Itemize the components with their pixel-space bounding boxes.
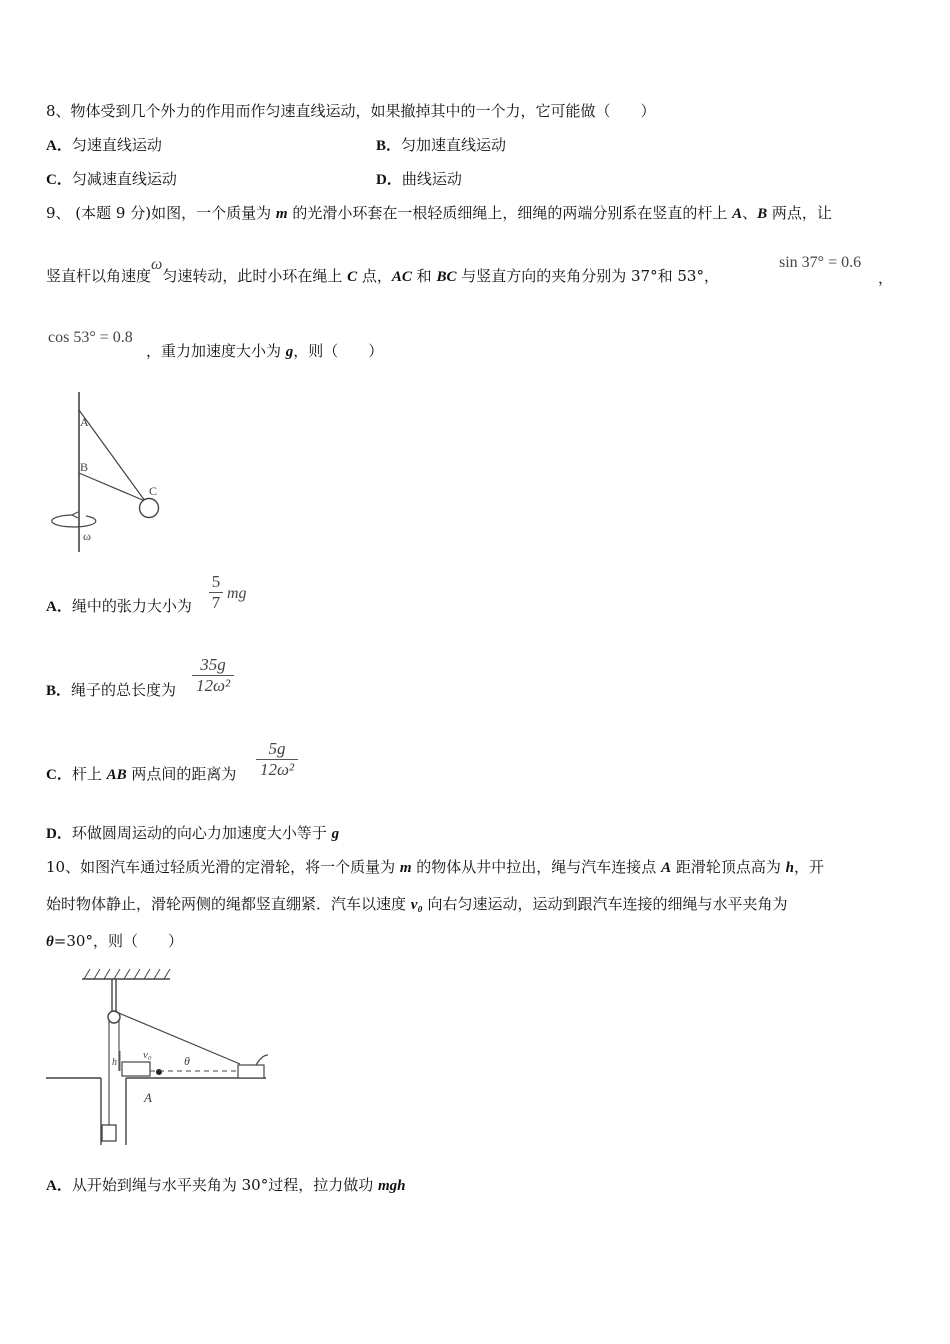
q9-option-b-fraction: 35g 12ω² [192, 655, 234, 696]
q8-option-b: B．匀加速直线运动 [376, 136, 507, 154]
q9-stem-line2: 竖直杆以角速度ω匀速转动，此时小环在绳上 C 点，AC 和 BC 与竖直方向的夹角分别为 37°和 53°， [46, 256, 719, 285]
q9-option-a-mg: mg [227, 585, 247, 602]
q9-cos-formula: cos 53° = 0.8 [48, 329, 133, 346]
q9-sin-formula: sin 37° = 0.6 [779, 254, 862, 271]
q10-well-figure [46, 965, 271, 1150]
q8-option-a: A．匀速直线运动 [46, 136, 162, 154]
q9-stem-line1: 9、 (本题 9 分)如图，一个质量为 m 的光滑小环套在一根轻质细绳上，细绳的两端分别系在竖直的杆上 A、B 两点，让 [46, 204, 832, 222]
q9-option-d: D．环做圆周运动的向心力加速度大小等于 g [46, 824, 340, 842]
q9-option-c: C．杆上 AB 两点间的距离为 [46, 765, 237, 783]
label-theta: θ [184, 1054, 190, 1068]
q10-stem-line3: θ=30°，则（ ） [46, 932, 183, 950]
well-object [102, 1125, 116, 1141]
q10-stem-line1: 10、如图汽车通过轻质光滑的定滑轮，将一个质量为 m 的物体从井中拉出，绳与汽车连接点 A 距滑轮顶点高为 h，开 [46, 858, 824, 876]
q8-option-d: D．曲线运动 [376, 170, 462, 188]
q10-stem-line2: 始时物体静止，滑轮两侧的绳都竖直绷紧．汽车以速度 v₀ 向右匀速运动，运动到跟汽车连接的细绳与水平夹角为 [46, 895, 788, 913]
label-a: A [144, 1090, 152, 1105]
q9-option-a: A．绳中的张力大小为 [46, 597, 192, 615]
q9-option-b: B．绳子的总长度为 [46, 681, 177, 699]
label-b: B [80, 460, 89, 474]
q9-pole-figure [46, 388, 176, 558]
q8-option-c: C．匀减速直线运动 [46, 170, 177, 188]
label-h: h [112, 1057, 117, 1068]
label-v0: v₀ [143, 1049, 152, 1061]
label-c: C [149, 484, 158, 498]
ring-c [140, 499, 159, 518]
car-final [238, 1065, 264, 1078]
q9-stem-line3: ，重力加速度大小为 g，则（ ） [146, 342, 384, 360]
q9-comma: ， [878, 269, 894, 287]
label-a: A [80, 415, 89, 429]
rotation-arrow-icon [52, 515, 96, 527]
q8-stem: 8、物体受到几个外力的作用而作匀速直线运动，如果撤掉其中的一个力，它可能做（ ） [46, 102, 656, 120]
label-omega: ω [83, 529, 91, 543]
car-initial [122, 1062, 150, 1076]
q9-option-c-fraction: 5g 12ω² [256, 739, 298, 780]
q9-option-a-fraction: 5 7 [209, 572, 223, 613]
q10-option-a: A．从开始到绳与水平夹角为 30°过程，拉力做功 mgh [46, 1176, 406, 1194]
